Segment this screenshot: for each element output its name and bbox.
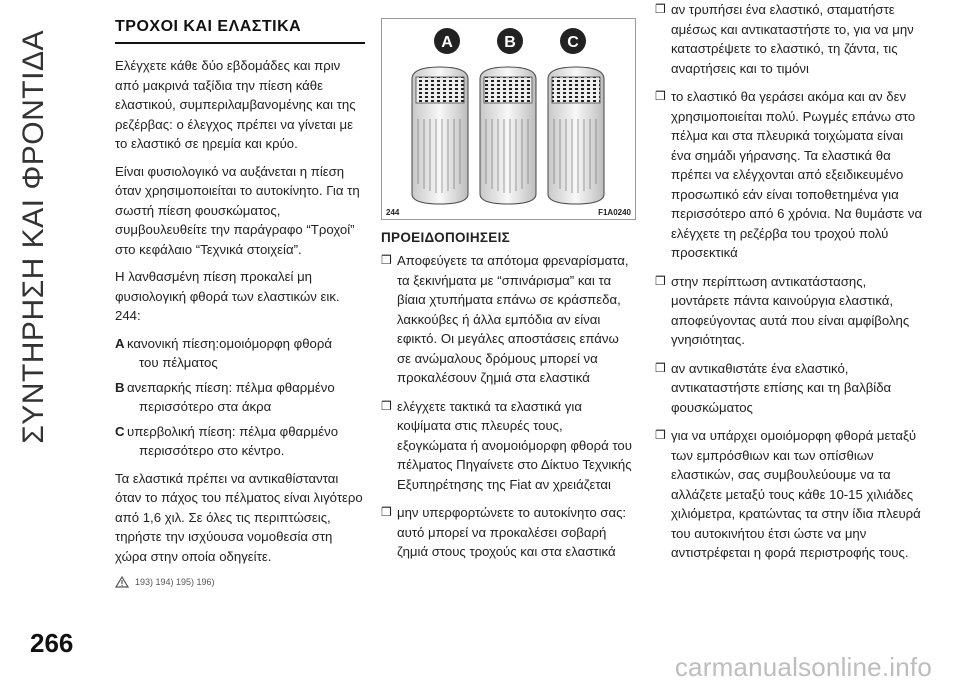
warning-bullet <box>381 397 636 495</box>
warning-bullet <box>655 359 925 418</box>
paragraph-replace-tyres: Τα ελαστικά πρέπει να αντικαθίστανται όταν το πάχος του πέλματος είναι λιγότερο από 1,6 χιλ. Σε όλες τις περιπτώσεις, τηρήστε την ισχύουσα νομοθεσία στη χώρα στην οποία οδηγείτε. <box>115 470 363 564</box>
page-number: 266 <box>30 628 74 658</box>
item-key: A <box>115 335 125 351</box>
checkbox-bullet-icon: ❒ <box>381 505 392 519</box>
warning-bullet <box>655 0 925 78</box>
tyre-wear-figure <box>381 18 636 220</box>
list-item-c <box>115 422 365 461</box>
section-side-title <box>14 30 54 640</box>
tyre-illustration <box>382 19 635 219</box>
warning-references <box>115 576 365 588</box>
list-item-b <box>115 378 365 417</box>
bullet-text: αν τρυπήσει ένα ελαστικό, σταματήστε αμέσως και αντικαταστήστε το, για να μην καταστρέψετε το ελαστικό, τη ζάντα, τις αναρτήσεις και το τιμόνι <box>671 2 914 76</box>
item-key: B <box>115 379 125 395</box>
checkbox-bullet-icon: ❒ <box>655 2 666 16</box>
item-text: ανεπαρκής πίεση: πέλμα φθαρμένο <box>127 379 335 395</box>
column-warnings <box>381 18 636 571</box>
paragraph-pressure-increase: Είναι φυσιολογικό να αυξάνεται η πίεση όταν χρησιμοποιείται το αυτοκίνητο. Για τη σωστή πίεση φουσκώματος, συμβουλευθείτε την παράγραφο “Τροχοί” στο κεφάλαιο “Τεχνικά στοιχεία”. <box>115 163 360 257</box>
side-title-text: ΣΥΝΤΗΡΗΣΗ ΚΑΙ ΦΡΟΝΤΙΔΑ <box>17 30 50 444</box>
figure-code: F1A0240 <box>598 208 631 217</box>
warning-bullet <box>381 251 636 388</box>
section-heading: ΤΡΟΧΟΙ ΚΑΙ ΕΛΑΣΤΙΚΑ <box>115 18 365 44</box>
column-tyres-text <box>115 18 365 588</box>
item-text: υπερβολική πίεση: πέλμα φθαρμένο <box>127 423 339 439</box>
bullet-text: ελέγχετε τακτικά τα ελαστικά για κοψίματα στις πλευρές τους, εξογκώματα ή ανομοιόμορφη φθορά του πέλματος Πηγαίνετε στο Δίκτυο Τεχνικής Εξυπηρέτησης της Fiat αν χρειάζεται <box>397 398 632 492</box>
checkbox-bullet-icon: ❒ <box>655 360 666 375</box>
paragraph-check-pressure: Ελέγχετε κάθε δύο εβδομάδες και πριν από μακρινά ταξίδια την πίεση κάθε ελαστικού, συμπεριλαμβανομένης και της ρεζέρβας: ο έλεγχος πρέπει να γίνεται με το ελαστικό σε ηρεμία και κρύο. <box>115 58 356 151</box>
bullet-text: μην υπερφορτώνετε το αυτοκίνητο σας: αυτό μπορεί να προκαλέσει σοβαρή ζημιά στους τροχούς και στα ελαστικά <box>397 505 627 559</box>
warning-bullet <box>655 87 925 263</box>
figure-label-b: B <box>504 34 516 51</box>
bullet-text: για να υπάρχει ομοιόμορφη φθορά μεταξύ των εμπρόσθιων και των οπίσθιων ελαστικών, σας συμβουλεύουμε να τα αλλάζετε μεταξύ τους κάθε 10-15 χιλιάδες χιλιόμετρα, κρατώντας τα στην ίδια πλευρά του αυτοκινήτου έτσι ώστε να μην αντιστρέφεται η φορά περιστροφής τους. <box>671 428 921 560</box>
bullet-text: το ελαστικό θα γεράσει ακόμα και αν δεν χρησιμοποιείται πολύ. Ρωγμές επάνω στο πέλμα και στα πλευρικά τοιχώματα είναι ένα σημάδι γήρανσης. Τα ελαστικά θα πρέπει να ελέγχονται από εξειδικευμένο προσωπικό εάν είναι τοποθετημένα για περισσότερο από 6 χρόνια. Να θυμάστε να ελέγχετε τη ρεζέρβα του τροχού πολύ προσεκτικά <box>671 89 923 260</box>
checkbox-bullet-icon: ❒ <box>655 428 666 442</box>
checkbox-bullet-icon: ❒ <box>655 89 666 103</box>
warning-bullet <box>655 272 925 350</box>
figure-label-c: C <box>567 34 579 51</box>
reference-numbers: 193) 194) 195) 196) <box>135 577 215 587</box>
item-text: κανονική πίεση:ομοιόμορφη φθορά <box>127 335 333 351</box>
list-item-a <box>115 334 365 373</box>
checkbox-bullet-icon: ❒ <box>655 273 666 288</box>
checkbox-bullet-icon: ❒ <box>381 398 392 413</box>
warnings-heading: ΠΡΟΕΙΔΟΠΟΙΗΣΕΙΣ <box>381 230 511 245</box>
tyre-b-icon <box>480 67 536 204</box>
checkbox-bullet-icon: ❒ <box>381 253 392 267</box>
tyre-c-icon <box>548 67 604 204</box>
warning-bullet <box>381 503 636 562</box>
warning-triangle-icon <box>115 576 129 588</box>
figure-label-a: A <box>441 34 453 51</box>
item-text-cont: του πέλματος <box>139 355 218 370</box>
item-text-cont: περισσότερο στο κέντρο. <box>139 443 285 458</box>
bullet-text: αν αντικαθιστάτε ένα ελαστικό, αντικαταστήστε επίσης και τη βαλβίδα φουσκώματος <box>671 360 892 415</box>
item-text-cont: περισσότερο στα άκρα <box>139 399 272 414</box>
column-more-warnings <box>655 0 925 572</box>
tyre-a-icon <box>412 67 468 204</box>
figure-number: 244 <box>386 208 400 217</box>
bullet-text: Αποφεύγετε τα απότομα φρεναρίσματα, τα ξεκινήματα με “σπινάρισμα” και τα βίαια χτυπήματα επάνω σε κράσπεδα, λακκούβες ή άλλα εμπόδια αν είναι εφικτό. Οι μεγάλες αποστάσεις επάνω σε ανώμαλους δρόμους μπορεί να προκαλέσουν ζημιά στα ελαστικά <box>397 253 629 385</box>
watermark: carmanualsonline.info <box>674 652 932 682</box>
paragraph-wrong-pressure: Η λανθασμένη πίεση προκαλεί μη φυσιολογική φθορά των ελαστικών εικ. 244: <box>115 269 340 323</box>
item-key: C <box>115 423 125 439</box>
bullet-text: στην περίπτωση αντικατάστασης, μοντάρετε πάντα καινούργια ελαστικά, αποφεύγοντας αυτά που είναι αμφίβολης γνησιότητας. <box>671 273 910 347</box>
warning-bullet <box>655 426 925 563</box>
